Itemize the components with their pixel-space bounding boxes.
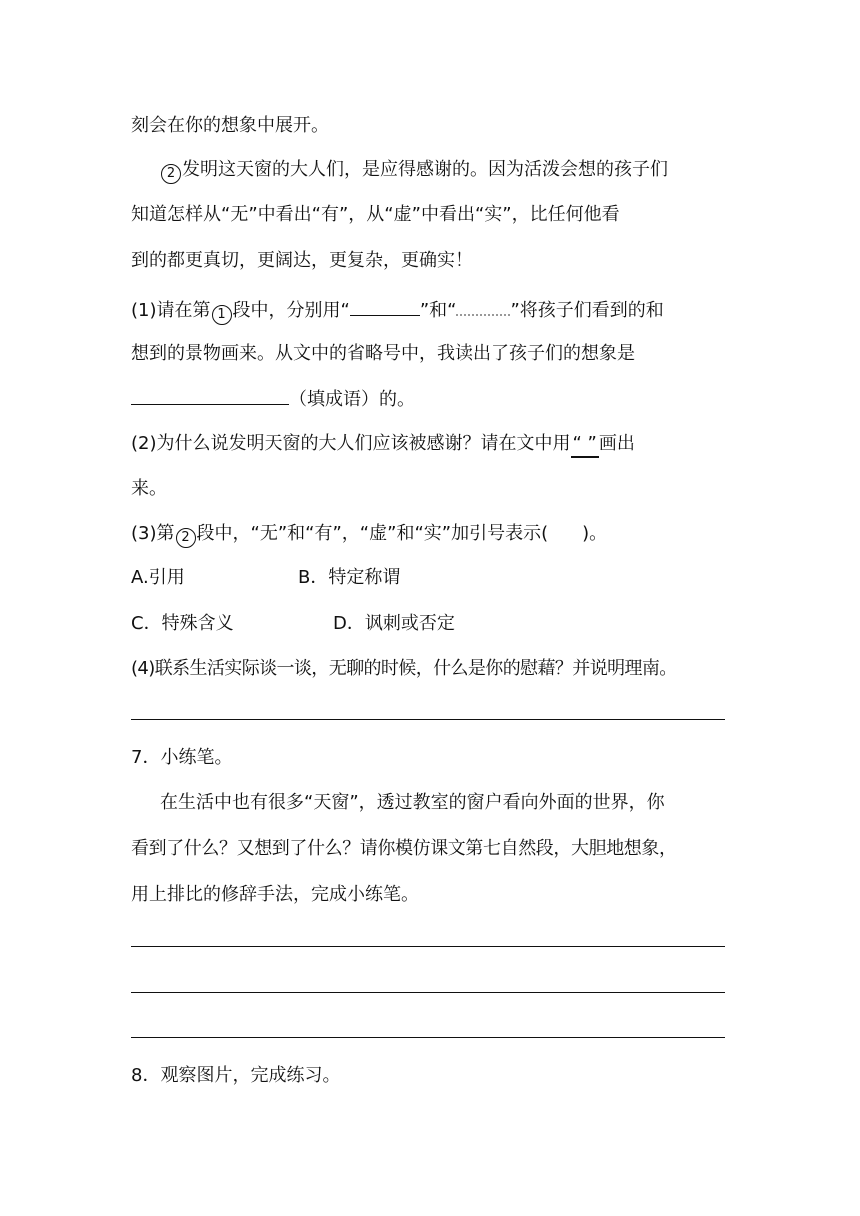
text: 想到的景物画来。从文中的省略号中，我读出了孩子们的想象是	[131, 343, 635, 364]
text: (3)第	[131, 523, 175, 544]
circled-number: 1	[212, 305, 232, 325]
question-2-line	[131, 477, 167, 501]
wavy-underline-sample	[456, 296, 510, 316]
text: 7．小练笔。	[131, 747, 233, 768]
question-1-line	[131, 386, 415, 410]
text: ”将孩子们看到的和	[510, 300, 664, 321]
option-c[interactable]	[131, 612, 234, 636]
text: 8．观察图片，完成练习。	[131, 1065, 341, 1086]
option-label: C．特殊含义	[131, 613, 234, 634]
question-7-line	[131, 883, 419, 907]
paragraph-line	[131, 114, 329, 138]
text: 到的都更真切，更阔达，更复杂，更确实！	[131, 250, 473, 271]
question-7-line	[131, 837, 677, 861]
underline-mark-sample: “ ”	[571, 432, 599, 458]
answer-blank[interactable]	[131, 386, 289, 405]
text: 段中，“无”和“有”，“虚”和“实”加引号表示(	[196, 523, 549, 544]
paragraph-line	[131, 203, 620, 227]
option-a[interactable]	[131, 566, 185, 590]
option-label: D．讽刺或否定	[333, 613, 455, 634]
answer-line[interactable]	[131, 1037, 725, 1038]
question-2-line	[131, 432, 635, 456]
question-8-title	[131, 1064, 340, 1088]
paragraph-2-line	[160, 158, 668, 182]
straight-underline-sample	[350, 297, 420, 316]
option-b[interactable]	[298, 566, 400, 590]
text: 来。	[131, 478, 167, 499]
text: 刻会在你的想象中展开。	[131, 115, 329, 136]
option-label: A.引用	[131, 567, 185, 588]
text: ”和“	[419, 300, 457, 321]
text: （填成语）的。	[289, 389, 415, 410]
circled-number: 2	[161, 164, 181, 184]
text: (1)请在第	[131, 300, 211, 321]
text: 看到了什么？又想到了什么？请你模仿课文第七自然段，大胆地想象，	[131, 838, 677, 859]
question-7-title	[131, 746, 232, 770]
answer-line[interactable]	[131, 992, 725, 993]
question-4-line	[131, 657, 677, 681]
text: 知道怎样从“无”中看出“有”，从“虚”中看出“实”，比任何他看	[131, 204, 620, 225]
question-7-line	[160, 791, 665, 815]
text: 在生活中也有很多“天窗”，透过教室的窗户看向外面的世界，你	[160, 792, 665, 813]
question-1-line	[131, 342, 635, 366]
question-3-line	[131, 522, 607, 546]
answer-line[interactable]	[131, 719, 725, 720]
answer-line[interactable]	[131, 946, 725, 947]
text: 段中，分别用“	[232, 300, 350, 321]
text: 发明这天窗的大人们，是应得感谢的。因为活泼会想的孩子们	[182, 159, 668, 180]
text: (4)联系生活实际谈一谈，无聊的时候，什么是你的慰藉？并说明理南。	[131, 658, 677, 679]
paragraph-line	[131, 249, 473, 273]
text: 用上排比的修辞手法，完成小练笔。	[131, 884, 419, 905]
option-d[interactable]	[333, 612, 455, 636]
option-label: B．特定称谓	[298, 567, 401, 588]
text: )。	[582, 523, 608, 544]
text: (2)为什么说发明天窗的大人们应该被感谢？请在文中用	[131, 433, 571, 454]
text: 画出	[598, 433, 635, 454]
circled-number: 2	[176, 528, 196, 548]
question-1-line	[131, 296, 664, 320]
